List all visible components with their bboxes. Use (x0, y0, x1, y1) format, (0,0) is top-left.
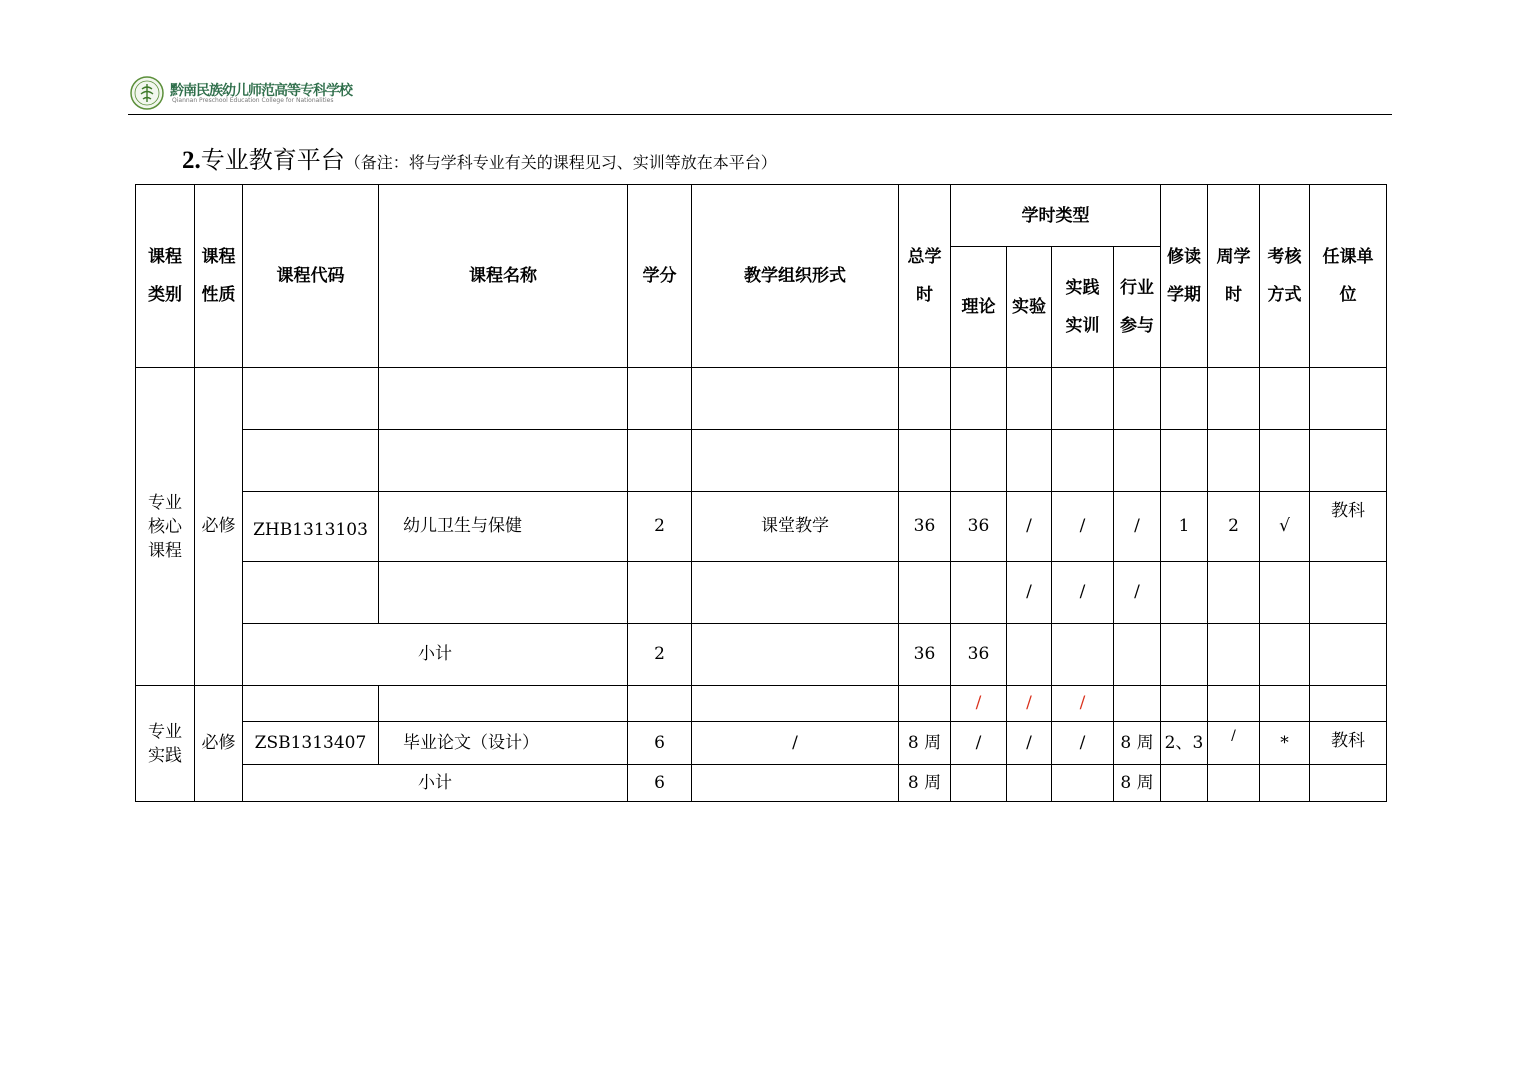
red-slash-practice: / (1052, 686, 1114, 722)
header-weekly-hours: 周学 时 (1208, 185, 1260, 368)
header-assessment: 考核 方式 (1260, 185, 1310, 368)
course-total: 8 周 (899, 722, 951, 765)
course-practice: / (1052, 492, 1114, 562)
course-name: 毕业论文（设计） (379, 722, 628, 765)
course-form: / (692, 722, 899, 765)
course-theory: 36 (951, 492, 1007, 562)
group1-category: 专业 核心 课程 (136, 368, 195, 686)
header-name: 课程名称 (379, 185, 628, 368)
course-semester: 1 (1161, 492, 1208, 562)
page-header (128, 72, 1392, 115)
header-form: 教学组织形式 (692, 185, 899, 368)
header-nature: 课程 性质 (195, 185, 243, 368)
subtotal-total: 36 (899, 624, 951, 686)
course-experiment: / (1007, 492, 1052, 562)
course-credit: 6 (628, 722, 692, 765)
subtotal-total: 8 周 (899, 765, 951, 802)
course-dept: 教科 (1310, 722, 1387, 765)
header-industry: 行业 参与 (1114, 247, 1161, 368)
header-credit: 学分 (628, 185, 692, 368)
course-assessment: √ (1260, 492, 1310, 562)
section-number: 2. (182, 147, 201, 174)
course-dept: 教科 (1310, 492, 1387, 562)
header-semester: 修读 学期 (1161, 185, 1208, 368)
subtotal-credit: 6 (628, 765, 692, 802)
course-semester: 2、3 (1161, 722, 1208, 765)
subtotal-industry: 8 周 (1114, 765, 1161, 802)
section-note: （备注：将与学科专业有关的课程见习、实训等放在本平台） (344, 153, 777, 172)
course-weekly: / (1208, 722, 1260, 765)
header-practice: 实践 实训 (1052, 247, 1114, 368)
blank-experiment: / (1007, 562, 1052, 624)
course-table (135, 184, 1387, 802)
blank-practice: / (1052, 562, 1114, 624)
subtotal-row (136, 765, 1387, 802)
group2-category: 专业 实践 (136, 686, 195, 802)
red-slash-experiment: / (1007, 686, 1052, 722)
red-slash-theory: / (951, 686, 1007, 722)
section-title (182, 140, 777, 175)
table-row (136, 686, 1387, 722)
course-total: 36 (899, 492, 951, 562)
blank-industry: / (1114, 562, 1161, 624)
subtotal-label: 小计 (243, 624, 628, 686)
table-row (136, 722, 1387, 765)
course-practice: / (1052, 722, 1114, 765)
course-code: ZHB1313103 (243, 492, 379, 562)
subtotal-row (136, 624, 1387, 686)
header-code: 课程代码 (243, 185, 379, 368)
group2-nature: 必修 (195, 686, 243, 802)
course-name: 幼儿卫生与保健 (379, 492, 628, 562)
course-assessment: * (1260, 722, 1310, 765)
course-code: ZSB1313407 (243, 722, 379, 765)
course-theory: / (951, 722, 1007, 765)
course-industry: 8 周 (1114, 722, 1161, 765)
section-title-text: 专业教育平台 (200, 146, 345, 174)
header-total-hours: 总学 时 (899, 185, 951, 368)
subtotal-label: 小计 (243, 765, 628, 802)
table-row (136, 562, 1387, 624)
header-category: 课程 类别 (136, 185, 195, 368)
school-name-cn: 黔南民族幼儿师范高等专科学校 (170, 83, 352, 99)
course-industry: / (1114, 492, 1161, 562)
table-header-row (136, 185, 1387, 247)
group1-nature: 必修 (195, 368, 243, 686)
table-row (136, 430, 1387, 492)
header-hour-types: 学时类型 (951, 185, 1161, 247)
header-dept: 任课单 位 (1310, 185, 1387, 368)
table-row (136, 492, 1387, 562)
course-experiment: / (1007, 722, 1052, 765)
header-experiment: 实验 (1007, 247, 1052, 368)
course-form: 课堂教学 (692, 492, 899, 562)
header-theory: 理论 (951, 247, 1007, 368)
course-credit: 2 (628, 492, 692, 562)
school-name-en: Qiannan Preschool Education College for Nationalities (172, 97, 334, 104)
course-weekly: 2 (1208, 492, 1260, 562)
school-emblem-icon (130, 76, 164, 110)
subtotal-credit: 2 (628, 624, 692, 686)
table-row (136, 368, 1387, 430)
subtotal-theory: 36 (951, 624, 1007, 686)
